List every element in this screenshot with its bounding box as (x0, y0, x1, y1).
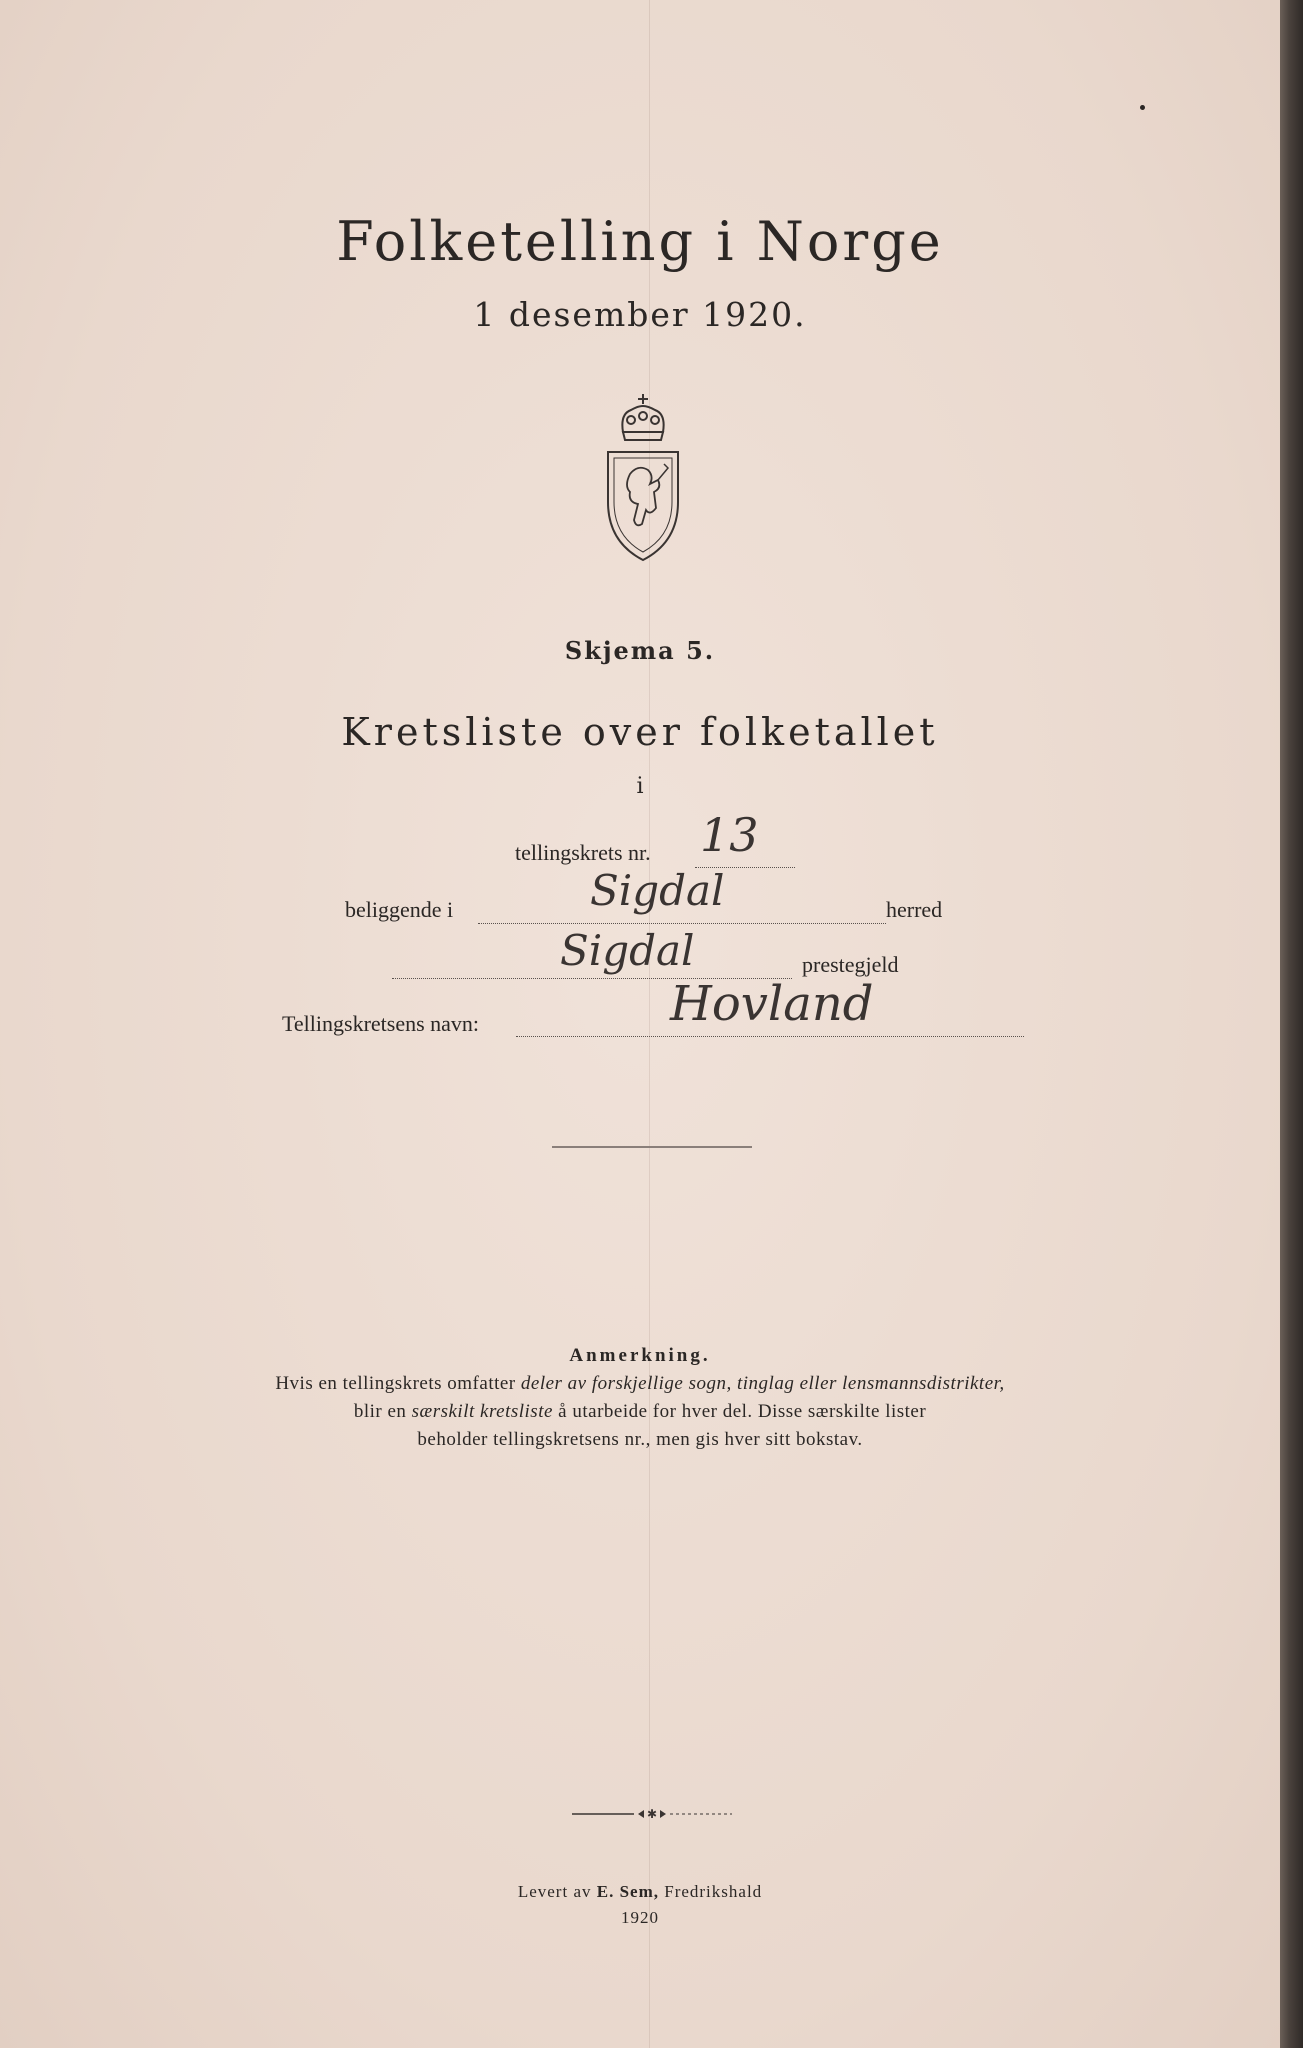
note-line-3: beholder tellingskretsens nr., men gis hver sitt bokstav. (417, 1429, 863, 1450)
prestegjeld-value: Sigdal (560, 926, 695, 975)
census-date: 1 desember 1920. (473, 295, 807, 334)
note-line-2-a: blir en (353, 1401, 412, 1422)
krets-label: tellingskrets nr. (515, 840, 651, 865)
herred-value: Sigdal (590, 866, 725, 915)
note-line-1-b: deler av forskjellige sogn, tinglag eller lensmannsdistrikter, (520, 1373, 1005, 1394)
note-line-1-a: Hvis en tellingskrets omfatter (275, 1373, 521, 1394)
schema-number: Skjema 5. (564, 636, 716, 665)
note-line-2-b: særskilt kretsliste (411, 1401, 553, 1422)
binding-spine (1280, 0, 1303, 2048)
note-line-1 (0, 1373, 1280, 1395)
ornament-divider (572, 1806, 732, 1822)
navn-label: Tellingskretsens navn: (282, 1011, 480, 1036)
herred-dotline (478, 922, 886, 924)
note-heading: Anmerkning. (569, 1345, 711, 1366)
printer-c: Fredrikshald (658, 1882, 763, 1901)
printer-line (0, 1882, 1280, 1902)
navn-dotline (516, 1035, 1024, 1037)
printer-a: Levert av (517, 1882, 597, 1901)
printer-year: 1920 (621, 1908, 659, 1927)
herred-prefix: beliggende i (345, 897, 454, 922)
connector-word: i (636, 774, 644, 799)
herred-suffix: herred (886, 897, 943, 922)
ink-dot (1140, 105, 1145, 110)
krets-value: 13 (700, 808, 759, 862)
note-line-2 (0, 1401, 1280, 1423)
prestegjeld-suffix: prestegjeld (802, 952, 899, 977)
navn-value: Hovland (670, 976, 874, 1032)
svg-text:✱: ✱ (646, 1807, 658, 1821)
page-title: Folketelling i Norge (336, 210, 944, 273)
printer-name: E. Sem, (596, 1882, 659, 1901)
norwegian-coat-of-arms-icon (598, 392, 688, 562)
divider-rule (552, 1146, 752, 1148)
note-line-2-c: å utarbeide for hver del. Disse særskilte lister (552, 1401, 927, 1422)
form-heading: Kretsliste over folketallet (341, 710, 939, 754)
